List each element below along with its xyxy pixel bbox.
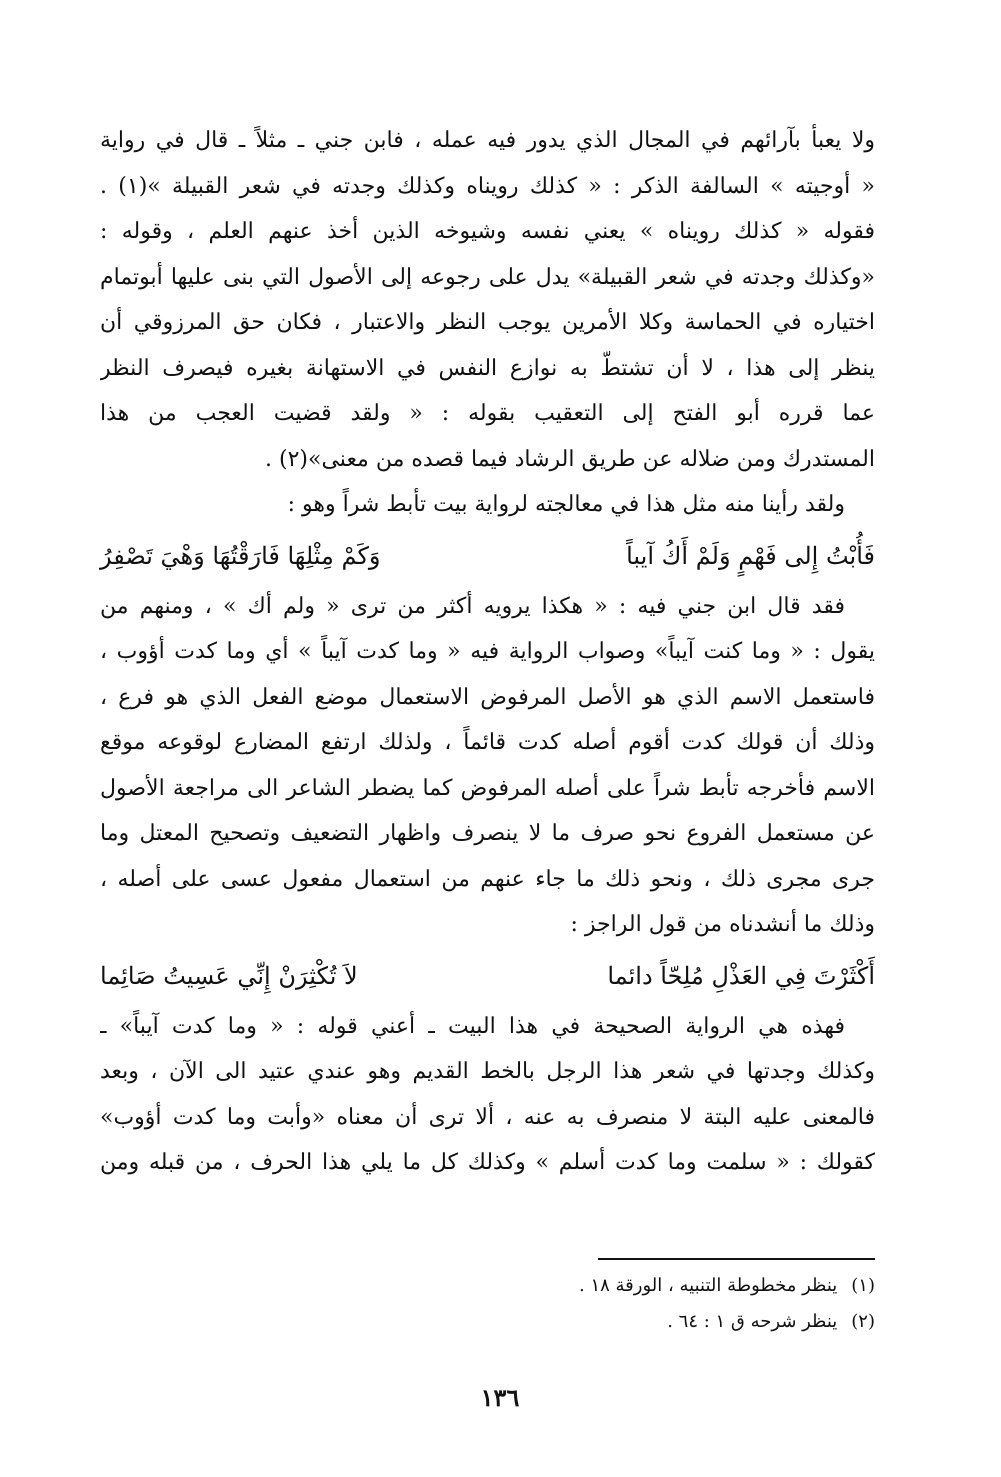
text-line: كقولك : « سلمت وما كدت أسلم » وكذلك كل ما يلي هذا الحرف ، من قبله ومن	[100, 1150, 875, 1175]
text-line: المستدرك ومن ضلاله عن طريق الرشاد فيما قصده من معنى»(٢) .	[265, 446, 875, 472]
footnotes	[450, 1268, 875, 1340]
footnote-number: (٢)	[851, 1311, 875, 1332]
footnote-text: ينظر شرحه ق ١ : ٦٤ .	[667, 1311, 838, 1332]
text-line: يقول : « وما كنت آيباً» وصواب الرواية فيه « وما كدت آيباً » أي وما كدت أؤوب ،	[100, 639, 875, 664]
footnote-separator	[598, 1258, 875, 1260]
text-line: عن مستعمل الفروع نحو صرف ما لا ينصرف واظهار التضعيف وتصحيح المعتل وما	[100, 821, 875, 846]
footnote	[450, 1268, 875, 1304]
text-line: فاستعمل الاسم الذي هو الأصل المرفوض الاستعمال موضع الفعل الذي هو فرع ،	[100, 684, 875, 710]
text-line: عما قرره أبو الفتح إلى التعقيب بقوله : « ولقد قضيت العجب من هذا	[100, 401, 875, 426]
text-line: وذلك ما أنشدناه من قول الراجز :	[570, 912, 875, 937]
text-line: وكذلك وجدتها في شعر هذا الرجل بالخط القديم وهو عندي عتيد الى الآن ، وبعد	[100, 1059, 875, 1084]
poetry-verse	[100, 528, 875, 584]
poetry-verse	[100, 948, 875, 1004]
text-line: الاسم فأخرجه تأبط شراً على أصله المرفوض كما يضطر الشاعر الى مراجعة الأصول	[100, 775, 875, 801]
text-line: ولا يعبأ بآرائهم في المجال الذي يدور فيه عمله ، فابن جني ـ مثلاً ـ قال في رواية	[100, 128, 875, 153]
text-line: وذلك أن قولك كدت أقوم أصله كدت قائماً ، ولذلك ارتفع المضارع لوقوعه موقع	[100, 730, 875, 755]
verse-second-hemistich: لاَ تُكْثِرَنْ إِنِّي عَسِيتُ صَائِما	[100, 961, 358, 990]
page-number: ١٣٦	[480, 1383, 520, 1412]
verse-first-hemistich: أَكْثَرْتَ فِي العَذْلِ مُلِحّاً دائما	[607, 961, 875, 990]
text-line: فقد قال ابن جني فيه : « هكذا يرويه أكثر من ترى « ولم أك » ، ومنهم من	[100, 593, 845, 619]
footnote	[450, 1304, 875, 1340]
text-line: فقوله « كذلك رويناه » يعني نفسه وشيوخه الذين أخذ عنهم العلم ، وقوله :	[100, 219, 875, 244]
text-line: فهذه هي الرواية الصحيحة في هذا البيت ـ أعني قوله : « وما كدت آيباً» ـ	[100, 1013, 845, 1039]
text-line: فالمعنى عليه البتة لا منصرف به عنه ، ألا ترى أن معناه «وأبت وما كدت أؤوب»	[100, 1104, 875, 1130]
verse-second-hemistich: وَكَمْ مِثْلِهَا فَارَقْتُهَا وَهْيَ تَصْفِرُ	[100, 541, 381, 570]
footnote-number: (١)	[851, 1275, 875, 1296]
main-text	[100, 118, 875, 1186]
text-line: ينظر إلى هذا ، لا أن تشتطّ به نوازع النفس في الاستهانة بغيره فيصرف النظر	[100, 355, 875, 381]
text-line: ولقد رأينا منه مثل هذا في معالجته لرواية بيت تأبط شراً وهو :	[287, 492, 845, 517]
text-line: « أوجيته » السالفة الذكر : « كذلك رويناه وكذلك وجدته في شعر القبيلة »(١) .	[100, 173, 875, 199]
text-line: اختياره في الحماسة وكلا الأمرين يوجب النظر والاعتبار ، فكان حق المرزوقي أن	[100, 310, 875, 335]
verse-first-hemistich: فَأُبْتُ إِلى فَهْمٍ وَلَمْ أَكُ آيباً	[626, 541, 875, 570]
text-line: «وكذلك وجدته في شعر القبيلة» يدل على رجوعه إلى الأصول التي بنى عليها أبوتمام	[100, 264, 875, 290]
footnote-text: ينظر مخطوطة التنبيه ، الورقة ١٨ .	[579, 1275, 838, 1296]
text-line: جرى مجرى ذلك ، ونحو ذلك ما جاء عنهم من استعمال مفعول عسى على أصله ،	[100, 866, 875, 892]
